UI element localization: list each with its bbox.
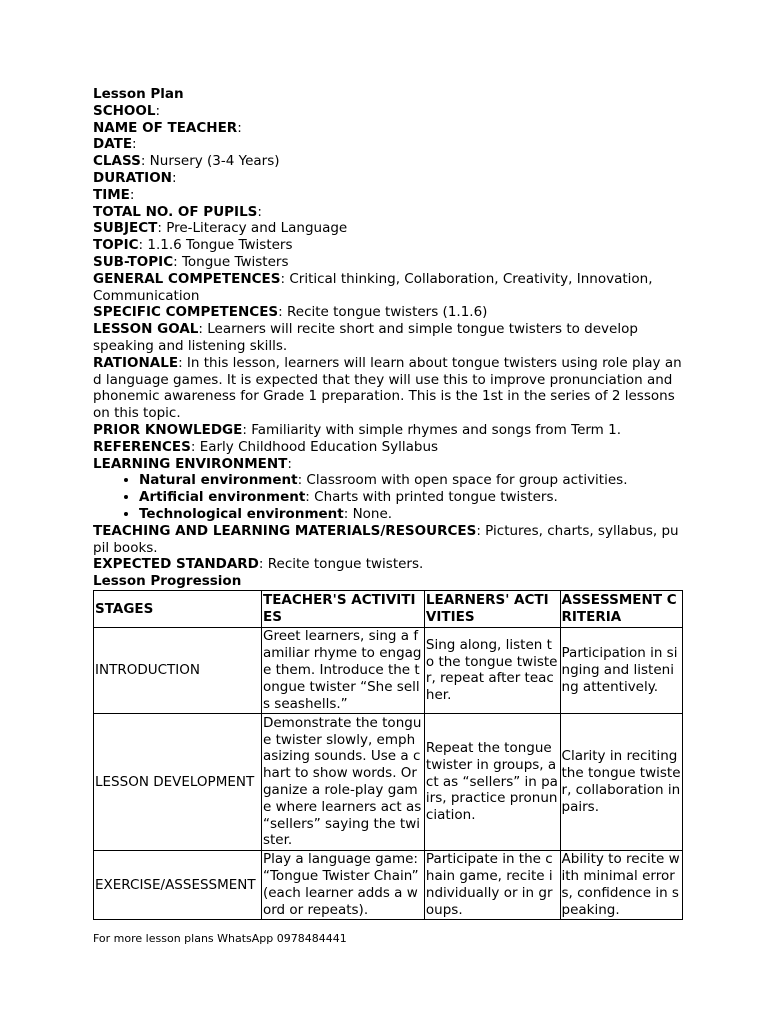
cell-teacher: Demonstrate the tongue twister slowly, emphasizing sounds. Use a chart to show words. Organize a role-play game where learners act as “sellers” saying the twister. <box>261 713 424 850</box>
footer-note: For more lesson plans WhatsApp 0978484441 <box>93 932 347 945</box>
environment-technological: • Technological environment: None. <box>139 506 683 523</box>
cell-stage: LESSON DEVELOPMENT <box>94 713 262 850</box>
field-sub-topic: SUB-TOPIC: Tongue Twisters <box>93 253 289 270</box>
field-references: REFERENCES: Early Childhood Education Syllabus <box>93 438 439 455</box>
header-stages: STAGES <box>94 590 262 627</box>
document-title: Lesson Plan <box>93 86 184 102</box>
cell-assessment: Participation in singing and listening attentively. <box>560 627 682 713</box>
field-subject: SUBJECT: Pre-Literacy and Language <box>93 220 348 237</box>
field-school: SCHOOL: <box>93 102 161 119</box>
field-time: TIME: <box>93 186 135 203</box>
field-class: CLASS: Nursery (3-4 Years) <box>93 153 280 170</box>
field-topic: TOPIC: 1.1.6 Tongue Twisters <box>93 237 293 254</box>
environment-artificial: • Artificial environment: Charts with printed tongue twisters. <box>139 489 683 506</box>
environment-natural: • Natural environment: Classroom with open space for group activities. <box>139 472 683 489</box>
field-total-pupils: TOTAL NO. OF PUPILS: <box>93 203 262 220</box>
table-row <box>94 850 683 919</box>
lesson-progression-table <box>93 590 683 920</box>
lesson-plan-document <box>93 86 683 920</box>
cell-assessment: Clarity in reciting the tongue twister, collaboration in pairs. <box>560 713 682 850</box>
field-general-competences: GENERAL COMPETENCES: Critical thinking, Collaboration, Creativity, Innovation, Communication <box>93 270 653 304</box>
progression-title: Lesson Progression <box>93 573 242 590</box>
field-specific-competences: SPECIFIC COMPETENCES: Recite tongue twisters (1.1.6) <box>93 304 488 321</box>
header-fields <box>93 103 683 473</box>
cell-learner: Repeat the tongue twister in groups, act as “sellers” in pairs, practice pronunciation. <box>424 713 560 850</box>
table-row <box>94 713 683 850</box>
field-teacher: NAME OF TEACHER: <box>93 119 242 136</box>
table-row <box>94 627 683 713</box>
field-prior-knowledge: PRIOR KNOWLEDGE: Familiarity with simple rhymes and songs from Term 1. <box>93 421 622 438</box>
cell-teacher: Greet learners, sing a familiar rhyme to engage them. Introduce the tongue twister “She sells seashells.” <box>261 627 424 713</box>
cell-learner: Sing along, listen to the tongue twister, repeat after teacher. <box>424 627 560 713</box>
environment-list <box>93 472 683 522</box>
header-learner-activities: LEARNERS' ACTIVITIES <box>424 590 560 627</box>
cell-stage: INTRODUCTION <box>94 627 262 713</box>
table-header-row <box>94 590 683 627</box>
field-rationale: RATIONALE: In this lesson, learners will learn about tongue twisters using role play and language games. It is expected that they will use this to improve pronunciation and phonemic awareness for Grade 1 preparation. This is the 1st in the series of 2 lessons on this topic. <box>93 354 682 422</box>
cell-stage: EXERCISE/ASSESSMENT <box>94 850 262 919</box>
field-expected-standard: EXPECTED STANDARD: Recite tongue twisters. <box>93 556 424 573</box>
header-assessment-criteria: ASSESSMENT CRITERIA <box>560 590 682 627</box>
field-duration: DURATION: <box>93 169 177 186</box>
header-teacher-activities: TEACHER'S ACTIVITIES <box>261 590 424 627</box>
field-learning-environment: LEARNING ENVIRONMENT: <box>93 455 292 472</box>
cell-learner: Participate in the chain game, recite individually or in groups. <box>424 850 560 919</box>
field-materials: TEACHING AND LEARNING MATERIALS/RESOURCES: Pictures, charts, syllabus, pupil books. <box>93 522 679 556</box>
cell-assessment: Ability to recite with minimal errors, confidence in speaking. <box>560 850 682 919</box>
field-date: DATE: <box>93 136 137 153</box>
field-lesson-goal: LESSON GOAL: Learners will recite short and simple tongue twisters to develop speaking and listening skills. <box>93 321 638 354</box>
cell-teacher: Play a language game: “Tongue Twister Chain” (each learner adds a word or repeats). <box>261 850 424 919</box>
